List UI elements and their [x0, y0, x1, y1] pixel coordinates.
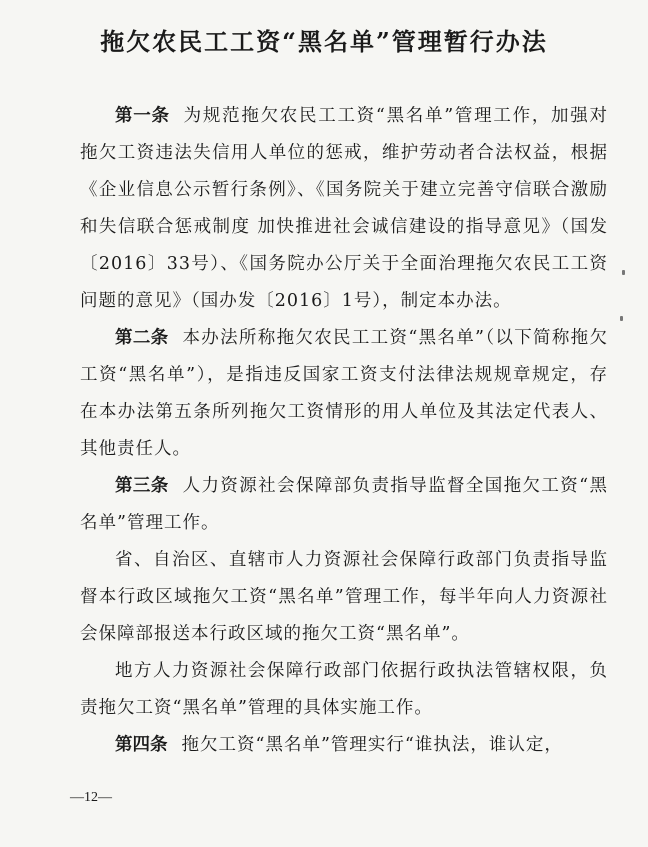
paragraph-text: 人力资源社会保障部负责指导监督全国拖欠工资“黑名单”管理工作。	[80, 476, 609, 533]
scan-speck	[620, 316, 623, 321]
article-label: 第一条	[115, 106, 170, 126]
document-title: 拖欠农民工工资“黑名单”管理暂行办法	[100, 27, 548, 56]
paragraph-article-1	[80, 98, 608, 320]
article-label: 第三条	[115, 476, 169, 496]
article-label: 第四条	[115, 735, 168, 755]
paragraph-local-duty	[80, 653, 608, 727]
paragraph-text: 拖欠工资“黑名单”管理实行“谁执法，谁认定，	[181, 735, 563, 755]
paragraph-text: 地方人力资源社会保障行政部门依据行政执法管辖权限，负责拖欠工资“黑名单”管理的具体实施工作。	[80, 661, 608, 718]
paragraph-article-3	[80, 468, 608, 542]
paragraph-text: 为规范拖欠农民工工资“黑名单”管理工作，加强对拖欠工资违法失信用人单位的惩戒，维护劳动者合法权益，根据《企业信息公示暂行条例》、《国务院关于建立完善守信联合激励和失信联合惩戒制度 加快推进社会诚信建设的指导意见》（国发〔2016〕33号）、《国务院办公厅关于全面治理拖欠农民工工资问题的意见》（国办发〔2016〕1号），制定本办法。	[80, 106, 608, 311]
paragraph-text: 省、自治区、直辖市人力资源社会保障行政部门负责指导监督本行政区域拖欠工资“黑名单”管理工作，每半年向人力资源社会保障部报送本行政区域的拖欠工资“黑名单”。	[80, 550, 608, 644]
document-body	[80, 98, 608, 764]
scan-speck	[622, 270, 625, 275]
article-label: 第二条	[115, 328, 169, 348]
paragraph-article-2	[80, 320, 608, 468]
paragraph-article-4	[80, 727, 608, 764]
page-number: —12—	[70, 790, 112, 805]
paragraph-provincial-duty	[80, 542, 608, 653]
paragraph-text: 本办法所称拖欠农民工工资“黑名单”（以下简称拖欠工资“黑名单”），是指违反国家工资支付法律法规规章规定，存在本办法第五条所列拖欠工资情形的用人单位及其法定代表人、其他责任人。	[80, 328, 608, 459]
